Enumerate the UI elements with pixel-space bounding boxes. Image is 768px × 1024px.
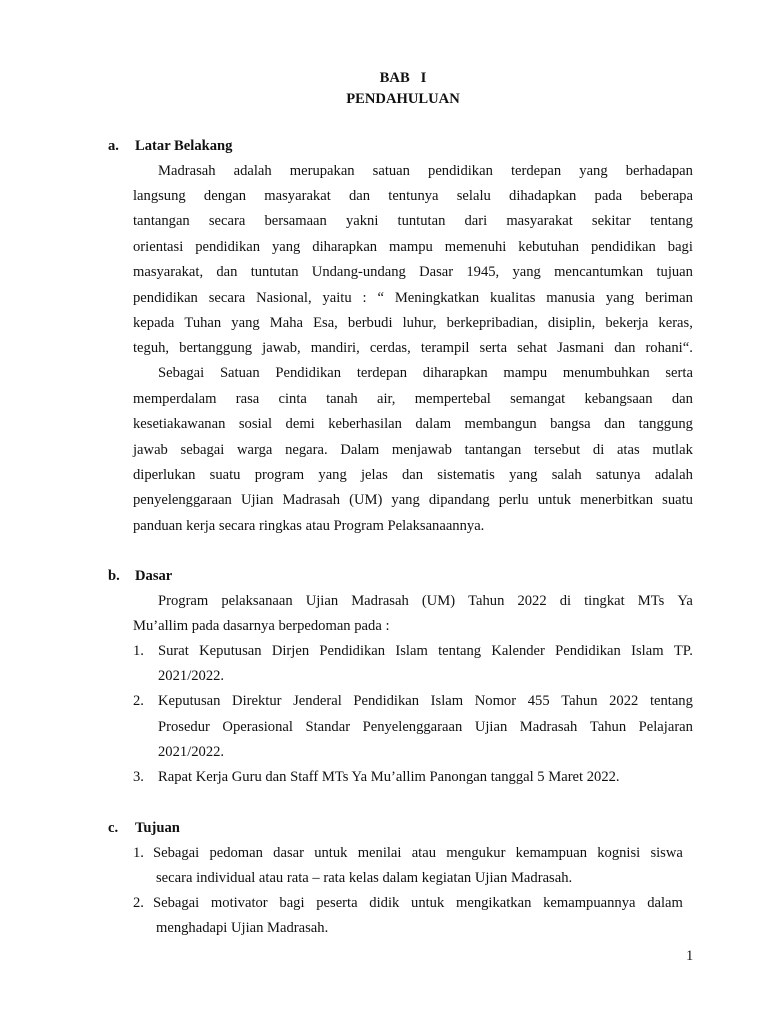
paragraph-line: Mu’allim pada dasarnya berpedoman pada : xyxy=(133,618,390,634)
paragraph-line: orientasi pendidikan yang diharapkan mampu memenuhi kebutuhan pendidikan bagi xyxy=(133,239,693,255)
section-c-title: Tujuan xyxy=(135,820,180,836)
list-item-line: Rapat Kerja Guru dan Staff MTs Ya Mu’allim Panongan tanggal 5 Maret 2022. xyxy=(158,769,620,785)
section-a-heading xyxy=(108,138,232,155)
list-number: 1. xyxy=(133,845,144,861)
paragraph-line: memperdalam rasa cinta tanah air, mempertebal semangat kebangsaan dan xyxy=(133,391,693,407)
paragraph-line: Madrasah adalah merupakan satuan pendidikan terdepan yang berhadapan xyxy=(158,163,693,179)
paragraph-line: kepada Tuhan yang Maha Esa, berbudi luhur, berkepribadian, disiplin, bekerja keras, xyxy=(133,315,693,331)
list-item-line: 2021/2022. xyxy=(158,744,225,760)
list-item-line: Sebagai motivator bagi peserta didik untuk mengikatkan kemampuannya dalam xyxy=(153,895,683,911)
section-b-label: b. xyxy=(108,568,120,584)
section-b-heading xyxy=(108,568,172,585)
paragraph-line: penyelenggaraan Ujian Madrasah (UM) yang dipandang perlu untuk menerbitkan suatu xyxy=(133,492,693,508)
paragraph-line: kesetiakawanan sosial demi keberhasilan dalam membangun bangsa dan tanggung xyxy=(133,416,693,432)
paragraph-line: teguh, bertanggung jawab, mandiri, cerdas, terampil serta sehat Jasmani dan rohani“. xyxy=(133,340,693,356)
list-item-line: 2021/2022. xyxy=(158,668,225,684)
section-c-heading xyxy=(108,820,180,837)
list-number: 2. xyxy=(133,693,144,709)
paragraph-line: langsung dengan masyarakat dan tentunya selalu dihadapkan pada beberapa xyxy=(133,188,693,204)
section-c-label: c. xyxy=(108,820,119,836)
paragraph-line: pendidikan secara Nasional, yaitu : “ Meningkatkan kualitas manusia yang beriman xyxy=(133,290,693,306)
chapter-number: BAB I xyxy=(379,70,427,86)
paragraph-line: jawab sebagai warga negara. Dalam menjawab tantangan tersebut di atas mutlak xyxy=(133,442,693,458)
list-item-line: Surat Keputusan Dirjen Pendidikan Islam tentang Kalender Pendidikan Islam TP. xyxy=(158,643,693,659)
section-a-label: a. xyxy=(108,138,119,154)
page-number: 1 xyxy=(686,948,694,964)
paragraph-line: Program pelaksanaan Ujian Madrasah (UM) Tahun 2022 di tingkat MTs Ya xyxy=(158,593,693,609)
paragraph-line: diperlukan suatu program yang jelas dan sistematis yang salah satunya adalah xyxy=(133,467,693,483)
list-item-line: Prosedur Operasional Standar Penyelenggaraan Ujian Madrasah Tahun Pelajaran xyxy=(158,719,693,735)
paragraph-line: tantangan secara bersamaan yakni tuntutan dari masyarakat sekitar tentang xyxy=(133,213,693,229)
list-item-line: Sebagai pedoman dasar untuk menilai atau mengukur kemampuan kognisi siswa xyxy=(153,845,683,861)
chapter-title: PENDAHULUAN xyxy=(346,91,460,107)
section-b-title: Dasar xyxy=(135,568,173,584)
paragraph-line: panduan kerja secara ringkas atau Program Pelaksanaannya. xyxy=(133,518,485,534)
list-item-line: menghadapi Ujian Madrasah. xyxy=(156,920,329,936)
paragraph-line: masyarakat, dan tuntutan Undang-undang Dasar 1945, yang mencantumkan tujuan xyxy=(133,264,693,280)
list-item-line: secara individual atau rata – rata kelas dalam kegiatan Ujian Madrasah. xyxy=(156,870,573,886)
section-a-title: Latar Belakang xyxy=(135,138,233,154)
list-item-line: Keputusan Direktur Jenderal Pendidikan Islam Nomor 455 Tahun 2022 tentang xyxy=(158,693,693,709)
list-number: 2. xyxy=(133,895,144,911)
paragraph-line: Sebagai Satuan Pendidikan terdepan diharapkan mampu menumbuhkan serta xyxy=(158,365,693,381)
list-number: 3. xyxy=(133,769,144,785)
list-number: 1. xyxy=(133,643,144,659)
